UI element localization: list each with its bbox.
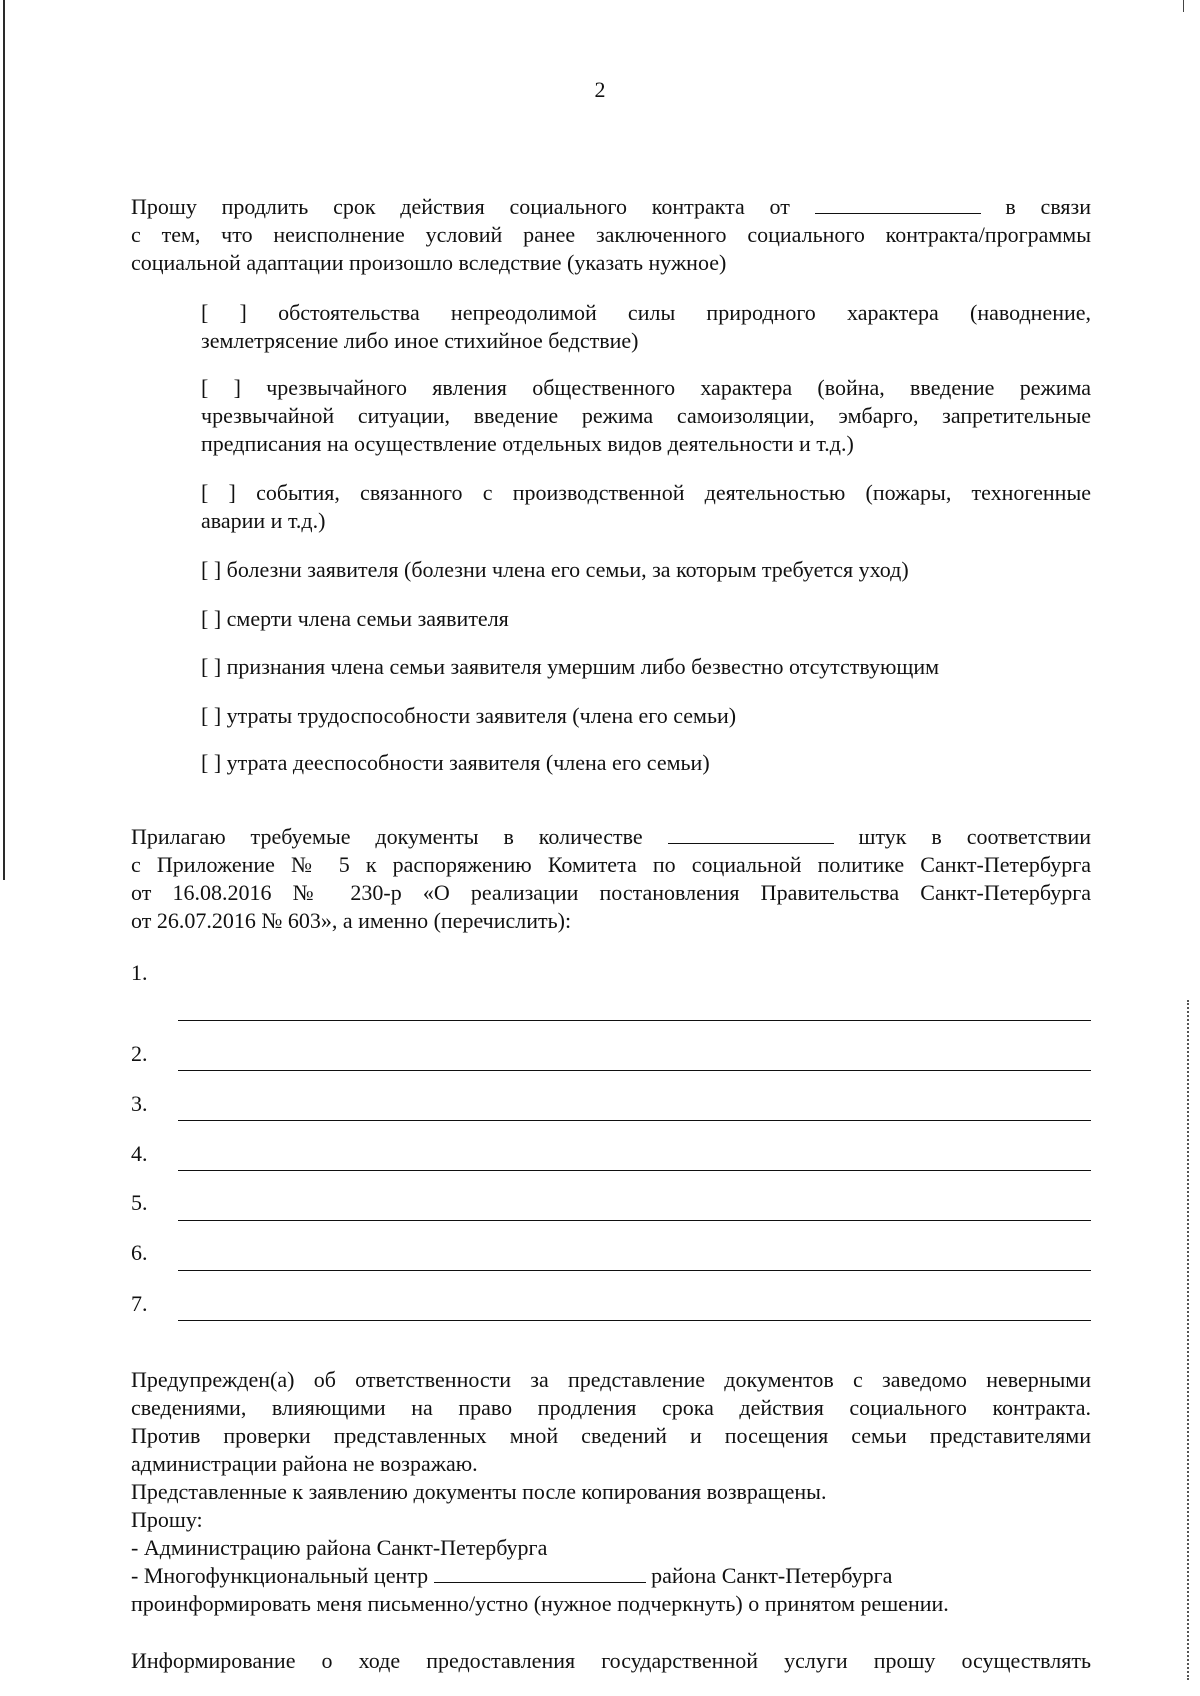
document-number: 1. [131, 960, 148, 985]
scan-edge-left [3, 0, 5, 880]
option-checkbox[interactable]: [ ] [201, 300, 247, 325]
informing-paragraph: Информирование о ходе предоставления государственной услуги прошу осуществлять [131, 1648, 1091, 1673]
contract-date-blank[interactable] [815, 193, 981, 214]
document-line[interactable] [178, 1320, 1091, 1321]
attachments-paragraph: Прилагаю требуемые документы в количестве штук в соответствии с Приложение № 5 к распоряжению Комитета по социальной политике Санкт-Петербурга от 16.08.2016 № 230-р «О реализации постановления Правительства Санкт-Петербурга от 26.07.2016 № 603», а именно (перечислить): [131, 824, 1092, 933]
option-checkbox[interactable]: [ ] [201, 375, 241, 400]
document-number: 5. [131, 1190, 148, 1215]
option-public-emergency: [ ] чрезвычайного явления общественного характера (война, введение режима чрезвычайной ситуации, введение режима самоизоляции, эмбарго, запретительные предписания на осуществление отдельных видов деятельности и т.д.) [201, 375, 1091, 456]
option-checkbox[interactable]: [ ] [201, 480, 236, 505]
document-line[interactable] [178, 1020, 1091, 1021]
request-paragraph [131, 193, 1091, 277]
document-line[interactable] [178, 1270, 1091, 1271]
document-line[interactable] [178, 1220, 1091, 1221]
request-line-3: социальной адаптации произошло вследствие (указать нужное) [131, 250, 727, 275]
document-line[interactable] [178, 1070, 1091, 1071]
option-death: [ ] смерти члена семьи заявителя [201, 606, 509, 631]
option-legal-capacity: [ ] утрата дееспособности заявителя (члена его семьи) [201, 750, 710, 775]
warning-paragraph: Предупрежден(а) об ответственности за представление документов с заведомо неверными сведениями, влияющими на право продления срока действия социального контракта. Против проверки представленных мной сведений и посещения семьи представителями администрации района не возражаю. Представленные к заявлению документы после копирования возвращены. Прошу: - Администрацию района Санкт-Петербурга - Многофункциональный центр района Санкт-Петербурга проинформировать меня письменно/устно (нужное подчеркнуть) о принятом решении. [131, 1367, 1091, 1616]
option-checkbox[interactable]: [ ] [201, 654, 222, 679]
option-force-majeure: [ ] обстоятельства непреодолимой силы природного характера (наводнение, землетрясение либо иное стихийное бедствие) [201, 300, 1092, 353]
option-work-capacity: [ ] утраты трудоспособности заявителя (члена его семьи) [201, 703, 737, 728]
document-number: 3. [131, 1091, 148, 1116]
document-number: 7. [131, 1291, 148, 1316]
option-illness: [ ] болезни заявителя (болезни члена его семьи, за которым требуется уход) [201, 557, 909, 582]
document-count-blank[interactable] [668, 823, 834, 844]
document-line[interactable] [178, 1170, 1091, 1171]
document-line[interactable] [178, 1120, 1091, 1121]
option-checkbox[interactable]: [ ] [201, 557, 222, 582]
document-number: 6. [131, 1240, 148, 1265]
document-number: 4. [131, 1141, 148, 1166]
scan-edge-right [1187, 1000, 1190, 1680]
option-missing: [ ] признания члена семьи заявителя умершим либо безвестно отсутствующим [201, 654, 940, 679]
document-number: 2. [131, 1041, 148, 1066]
request-line-2: с тем, что неисполнение условий ранее заключенного социального контракта/программы [131, 222, 1091, 247]
option-checkbox[interactable]: [ ] [201, 606, 222, 631]
option-checkbox[interactable]: [ ] [201, 703, 222, 728]
option-industrial-event: [ ] события, связанного с производственной деятельностью (пожары, техногенные аварии и т.д.) [201, 480, 1091, 533]
request-line-1: Прошу продлить срок действия социального контракта от в связи [131, 194, 1092, 219]
mfc-name-blank[interactable] [434, 1562, 646, 1583]
option-checkbox[interactable]: [ ] [201, 750, 222, 775]
scan-edge-mark [1183, 0, 1184, 12]
page-number: 2 [594, 77, 606, 102]
